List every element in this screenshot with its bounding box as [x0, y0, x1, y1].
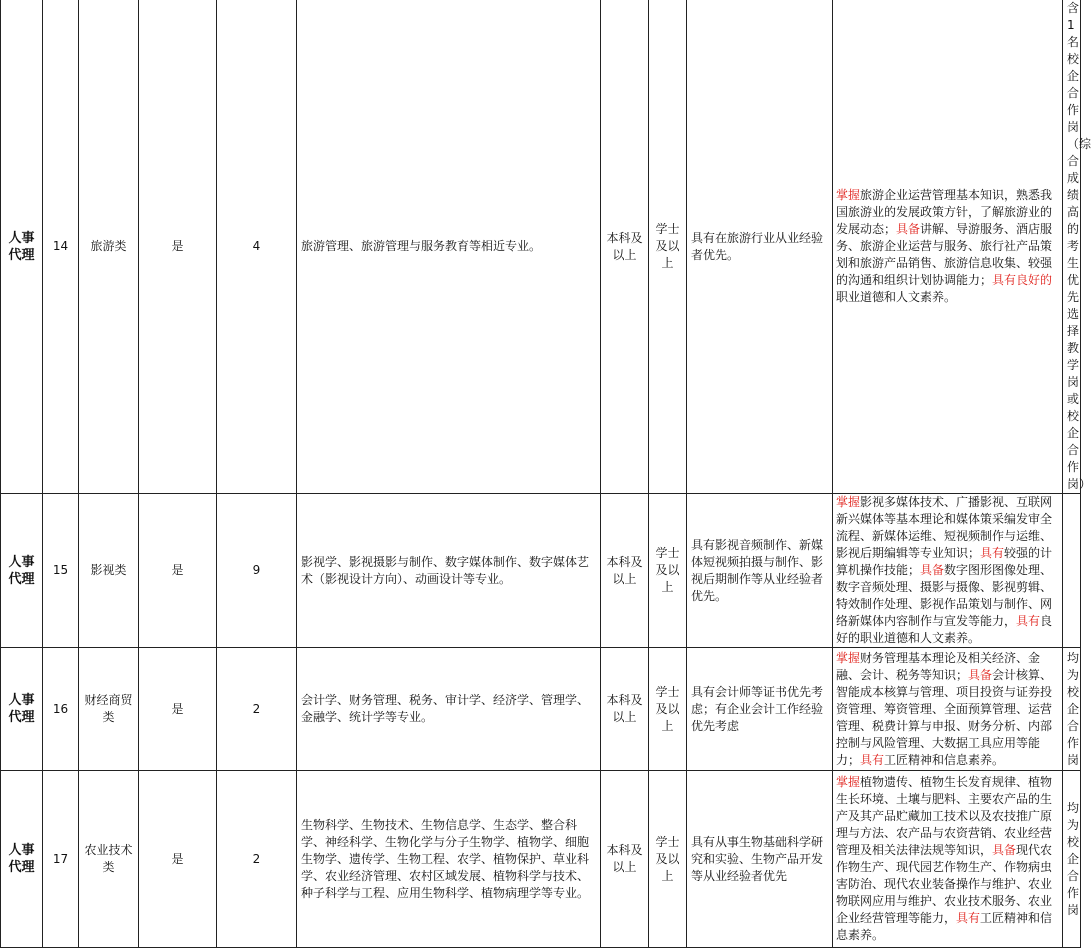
requirement-keyword: 具备 [920, 563, 945, 577]
requirement-text: 较强的计算机操作技能； [836, 546, 1053, 577]
requirement-text: 工匠精神和信息素养。 [884, 752, 1005, 767]
headcount-cell: 2 [217, 648, 297, 771]
education-cell: 本科及以上 [601, 771, 649, 948]
note-cell [1063, 494, 1081, 648]
table-row [1, 771, 1081, 948]
position-type-cell: 人事代理 [1, 494, 43, 648]
headcount-cell: 2 [217, 771, 297, 948]
requirements-cell [833, 0, 1063, 494]
requirements-cell [833, 771, 1063, 948]
note-cell: 均为校企合作岗 [1063, 771, 1081, 948]
degree-cell: 学士及以上 [649, 648, 687, 771]
requirement-keyword: 具有 [860, 752, 885, 767]
position-type-cell: 人事代理 [1, 771, 43, 948]
requirement-keyword: 具备 [968, 667, 993, 682]
requirement-keyword: 具有 [980, 546, 1005, 560]
category-cell: 财经商贸类 [79, 648, 139, 771]
majors-cell: 会计学、财务管理、税务、审计学、经济学、管理学、金融学、统计学等专业。 [297, 648, 601, 771]
requirement-keyword: 掌握 [836, 775, 861, 789]
row-number-cell: 17 [43, 771, 79, 948]
degree-cell: 学士及以上 [649, 494, 687, 648]
category-cell: 旅游类 [79, 0, 139, 494]
requirement-keyword: 具备 [992, 843, 1017, 857]
degree-cell: 学士及以上 [649, 771, 687, 948]
majors-cell: 生物科学、生物技术、生物信息学、生态学、整合科学、神经科学、生物化学与分子生物学、植物学、细胞生物学、遗传学、生物工程、农学、植物保护、草业科学、农业经济管理、农村区域发展、植物科学与技术、种子科学与工程、应用生物科学、植物病理学等专业。 [297, 771, 601, 948]
requirement-keyword: 掌握 [836, 495, 861, 509]
position-type-cell: 人事代理 [1, 648, 43, 771]
flag-cell: 是 [139, 771, 217, 948]
requirement-text: 影视多媒体技术、广播影视、互联网新兴媒体等基本理论和媒体策采编发审全流程、新媒体运维、短视频制作与运维、影视后期编辑等专业知识； [836, 495, 1053, 560]
majors-cell: 旅游管理、旅游管理与服务教育等相近专业。 [297, 0, 601, 494]
requirements-cell [833, 494, 1063, 648]
flag-cell: 是 [139, 648, 217, 771]
requirement-text: 植物遗传、植物生长发育规律、植物生长环境、土壤与肥料、主要农产品的生产及其产品贮藏加工技术以及农技推广原理与方法、农产品与农资营销、农业经营管理及相关法律法规等知识， [836, 775, 1053, 857]
requirement-keyword: 掌握 [836, 188, 861, 202]
table-row [1, 0, 1081, 494]
requirement-text: 旅游企业运营管理基本知识，熟悉我国旅游业的发展政策方针，了解旅游业的发展动态； [836, 188, 1053, 236]
note-cell: 均为校企合作岗 [1063, 648, 1081, 771]
headcount-cell: 9 [217, 494, 297, 648]
flag-cell: 是 [139, 0, 217, 494]
requirement-keyword: 具有 [1016, 614, 1041, 628]
requirement-text: 会计核算、智能成本核算与管理、项目投资与证券投资管理、筹资管理、全面预算管理、运营管理、税费计算与申报、财务分析、内部控制与风险管理、大数据工具应用等能力； [836, 667, 1053, 767]
education-cell: 本科及以上 [601, 0, 649, 494]
category-cell: 农业技术类 [79, 771, 139, 948]
row-number-cell: 14 [43, 0, 79, 494]
requirement-keyword: 掌握 [836, 650, 861, 665]
experience-cell: 具有在旅游行业从业经验者优先。 [687, 0, 833, 494]
requirement-text: 财务管理基本理论及相关经济、金融、会计、税务等知识； [836, 650, 1041, 682]
requirement-text: 讲解、导游服务、酒店服务、旅游企业运营与服务、旅行社产品策划和旅游产品销售、旅游信息收集、较强的沟通和组织计划协调能力； [836, 222, 1053, 287]
note-cell: 含1名校企合作岗（综合成绩高的考生优先选择教学岗或校企合作岗） [1063, 0, 1081, 494]
education-cell: 本科及以上 [601, 648, 649, 771]
flag-cell: 是 [139, 494, 217, 648]
requirements-cell [833, 648, 1063, 771]
requirement-text: 现代农作物生产、现代园艺作物生产、作物病虫害防治、现代农业装备操作与维护、农业物联网应用与维护、农业技术服务、农业企业经营管理等能力， [836, 843, 1053, 925]
requirement-text: 职业道德和人文素养。 [836, 290, 957, 304]
experience-cell: 具有影视音频制作、新媒体短视频拍摄与制作、影视后期制作等从业经验者优先。 [687, 494, 833, 648]
headcount-cell: 4 [217, 0, 297, 494]
row-number-cell: 16 [43, 648, 79, 771]
experience-cell: 具有从事生物基础科学研究和实验、生物产品开发等从业经验者优先 [687, 771, 833, 948]
education-cell: 本科及以上 [601, 494, 649, 648]
requirement-text: 工匠精神和信息素养。 [836, 911, 1053, 942]
experience-cell: 具有会计师等证书优先考虑；有企业会计工作经验优先考虑 [687, 648, 833, 771]
requirement-keyword: 具有 [956, 911, 981, 925]
table-body [1, 0, 1091, 948]
requirement-keyword: 具有良好的 [992, 273, 1053, 287]
row-number-cell: 15 [43, 494, 79, 648]
requirement-keyword: 具备 [896, 222, 921, 236]
table-row [1, 494, 1081, 648]
position-type-cell: 人事代理 [1, 0, 43, 494]
table-row [1, 648, 1081, 771]
requirement-text: 良好的职业道德和人文素养。 [836, 614, 1053, 645]
category-cell: 影视类 [79, 494, 139, 648]
requirement-text: 数字图形图像处理、数字音频处理、摄影与摄像、影视剪辑、特效制作处理、影视作品策划与制作、网络新媒体内容制作与宣发等能力， [836, 563, 1053, 628]
majors-cell: 影视学、影视摄影与制作、数字媒体制作、数字媒体艺术（影视设计方向）、动画设计等专业。 [297, 494, 601, 648]
degree-cell: 学士及以上 [649, 0, 687, 494]
